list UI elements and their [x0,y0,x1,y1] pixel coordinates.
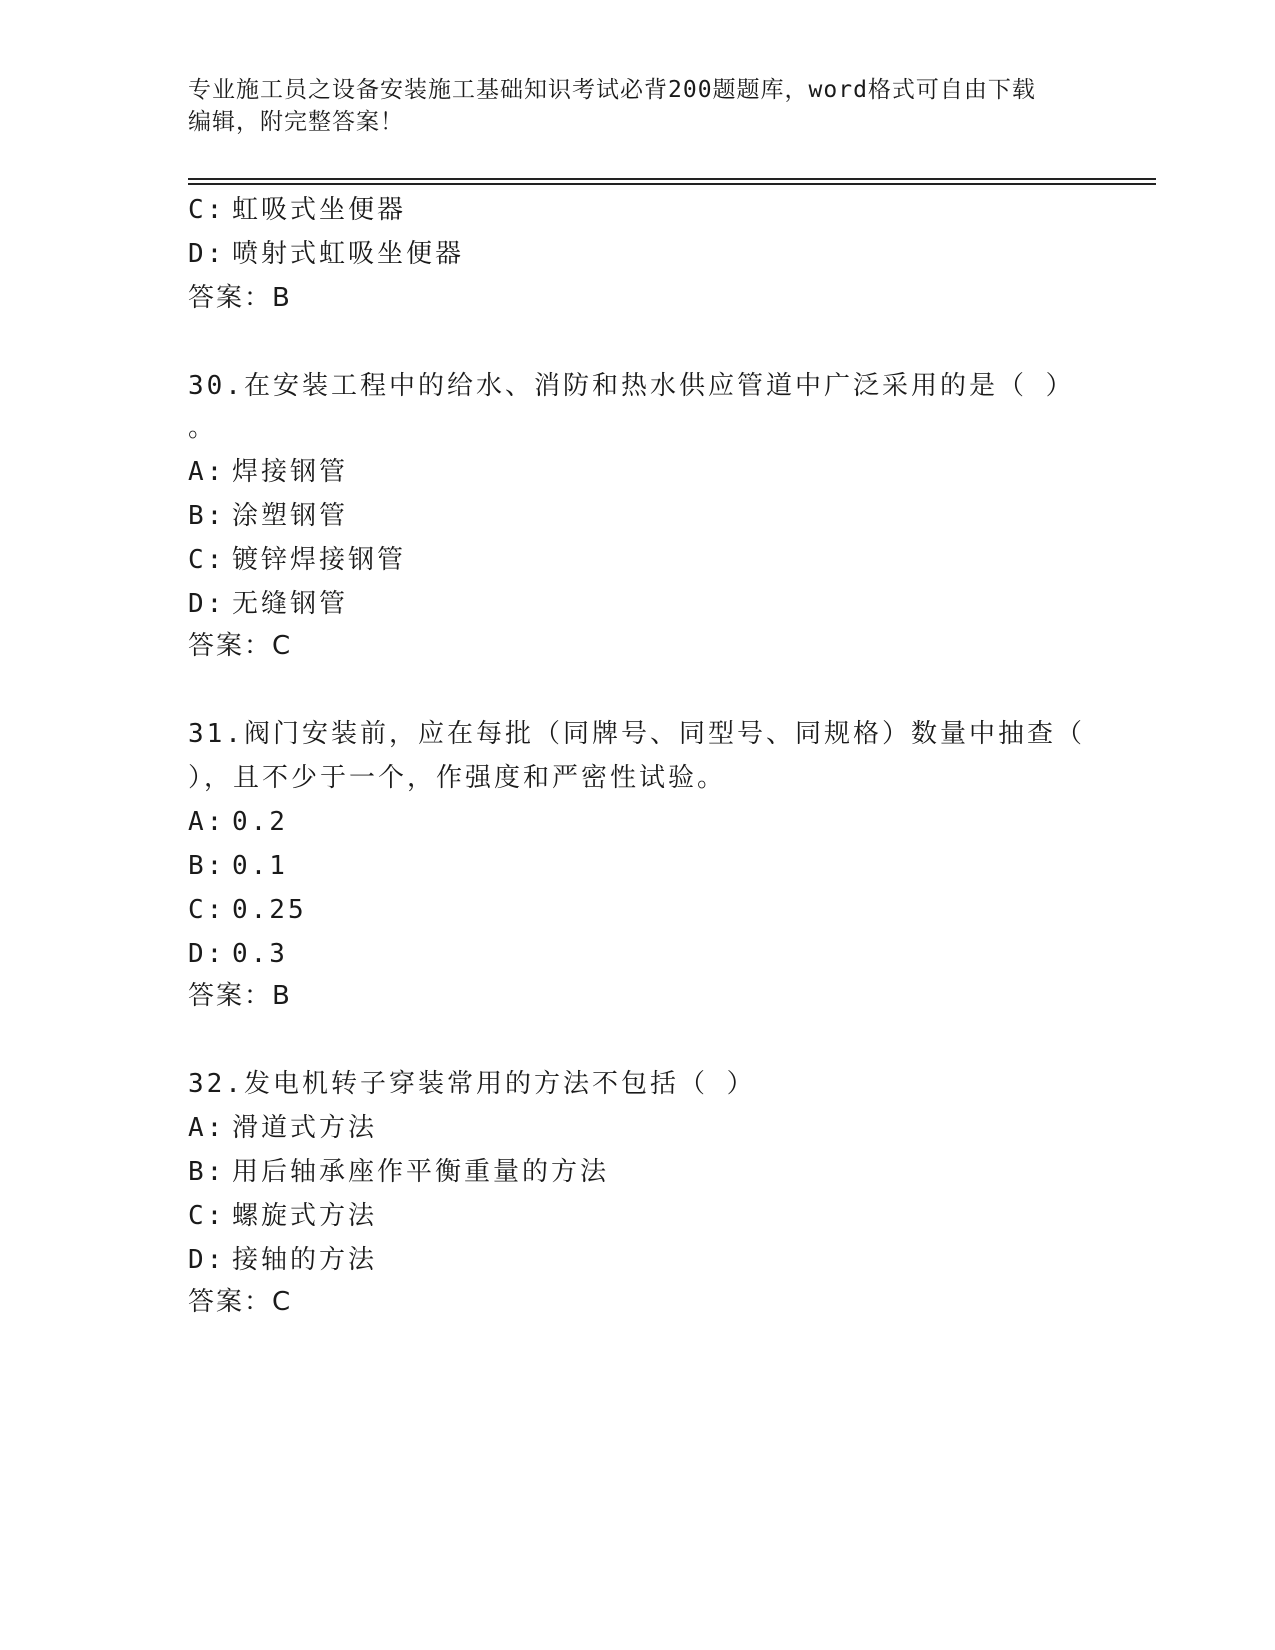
option-text: 虹吸式坐便器 [232,195,407,225]
option-b [188,1156,609,1188]
option-text: 螺旋式方法 [232,1201,378,1231]
option-label: B: [188,1157,226,1187]
option-text: 0.1 [232,851,288,881]
option-a [188,456,348,488]
option-c [188,544,406,576]
option-text: 0.3 [232,939,288,969]
option-text: 镀锌焊接钢管 [232,545,407,575]
answer-line: 答案：C [188,1287,293,1317]
option-c [188,194,406,226]
option-label: B: [188,851,226,881]
answer-line: 答案：B [188,283,292,313]
option-d [188,238,464,270]
option-b [188,850,288,882]
answer-line: 答案：C [188,631,293,661]
option-d [188,938,288,970]
option-d [188,588,348,620]
option-d [188,1244,377,1276]
option-text: 焊接钢管 [232,457,349,487]
option-label: A: [188,1113,226,1143]
question-stem-31-cont: ），且不少于一个，作强度和严密性试验。 [188,763,727,793]
header-rule-bottom [188,183,1156,185]
question-stem-31: 31.阀门安装前，应在每批（同牌号、同型号、同规格）数量中抽查（ [188,719,1085,749]
option-label: C: [188,895,226,925]
option-text: 0.2 [232,807,288,837]
page-header [188,74,1088,138]
option-text: 滑道式方法 [232,1113,378,1143]
option-c [188,1200,377,1232]
header-rule-top [188,178,1156,180]
option-text: 涂塑钢管 [232,501,349,531]
option-label: D: [188,1245,226,1275]
option-label: A: [188,457,226,487]
header-line-2: 编辑，附完整答案！ [188,109,404,135]
option-label: A: [188,807,226,837]
option-text: 用后轴承座作平衡重量的方法 [232,1157,610,1187]
question-stem-30: 30.在安装工程中的给水、消防和热水供应管道中广泛采用的是（ ） [188,371,1075,401]
question-stem-32: 32.发电机转子穿装常用的方法不包括（ ） [188,1069,756,1099]
option-text: 喷射式虹吸坐便器 [232,239,465,269]
option-label: C: [188,195,226,225]
header-line-1: 专业施工员之设备安装施工基础知识考试必背200题题库，word格式可自由下载 [188,77,1036,103]
option-label: C: [188,1201,226,1231]
option-label: C: [188,545,226,575]
option-a [188,1112,377,1144]
option-label: D: [188,589,226,619]
option-a [188,806,288,838]
option-b [188,500,348,532]
question-stem-30-cont: 。 [188,413,218,443]
option-text: 0.25 [232,895,307,925]
option-label: D: [188,939,226,969]
option-text: 接轴的方法 [232,1245,378,1275]
option-label: B: [188,501,226,531]
option-c [188,894,307,926]
answer-line: 答案：B [188,981,292,1011]
option-text: 无缝钢管 [232,589,349,619]
option-label: D: [188,239,226,269]
